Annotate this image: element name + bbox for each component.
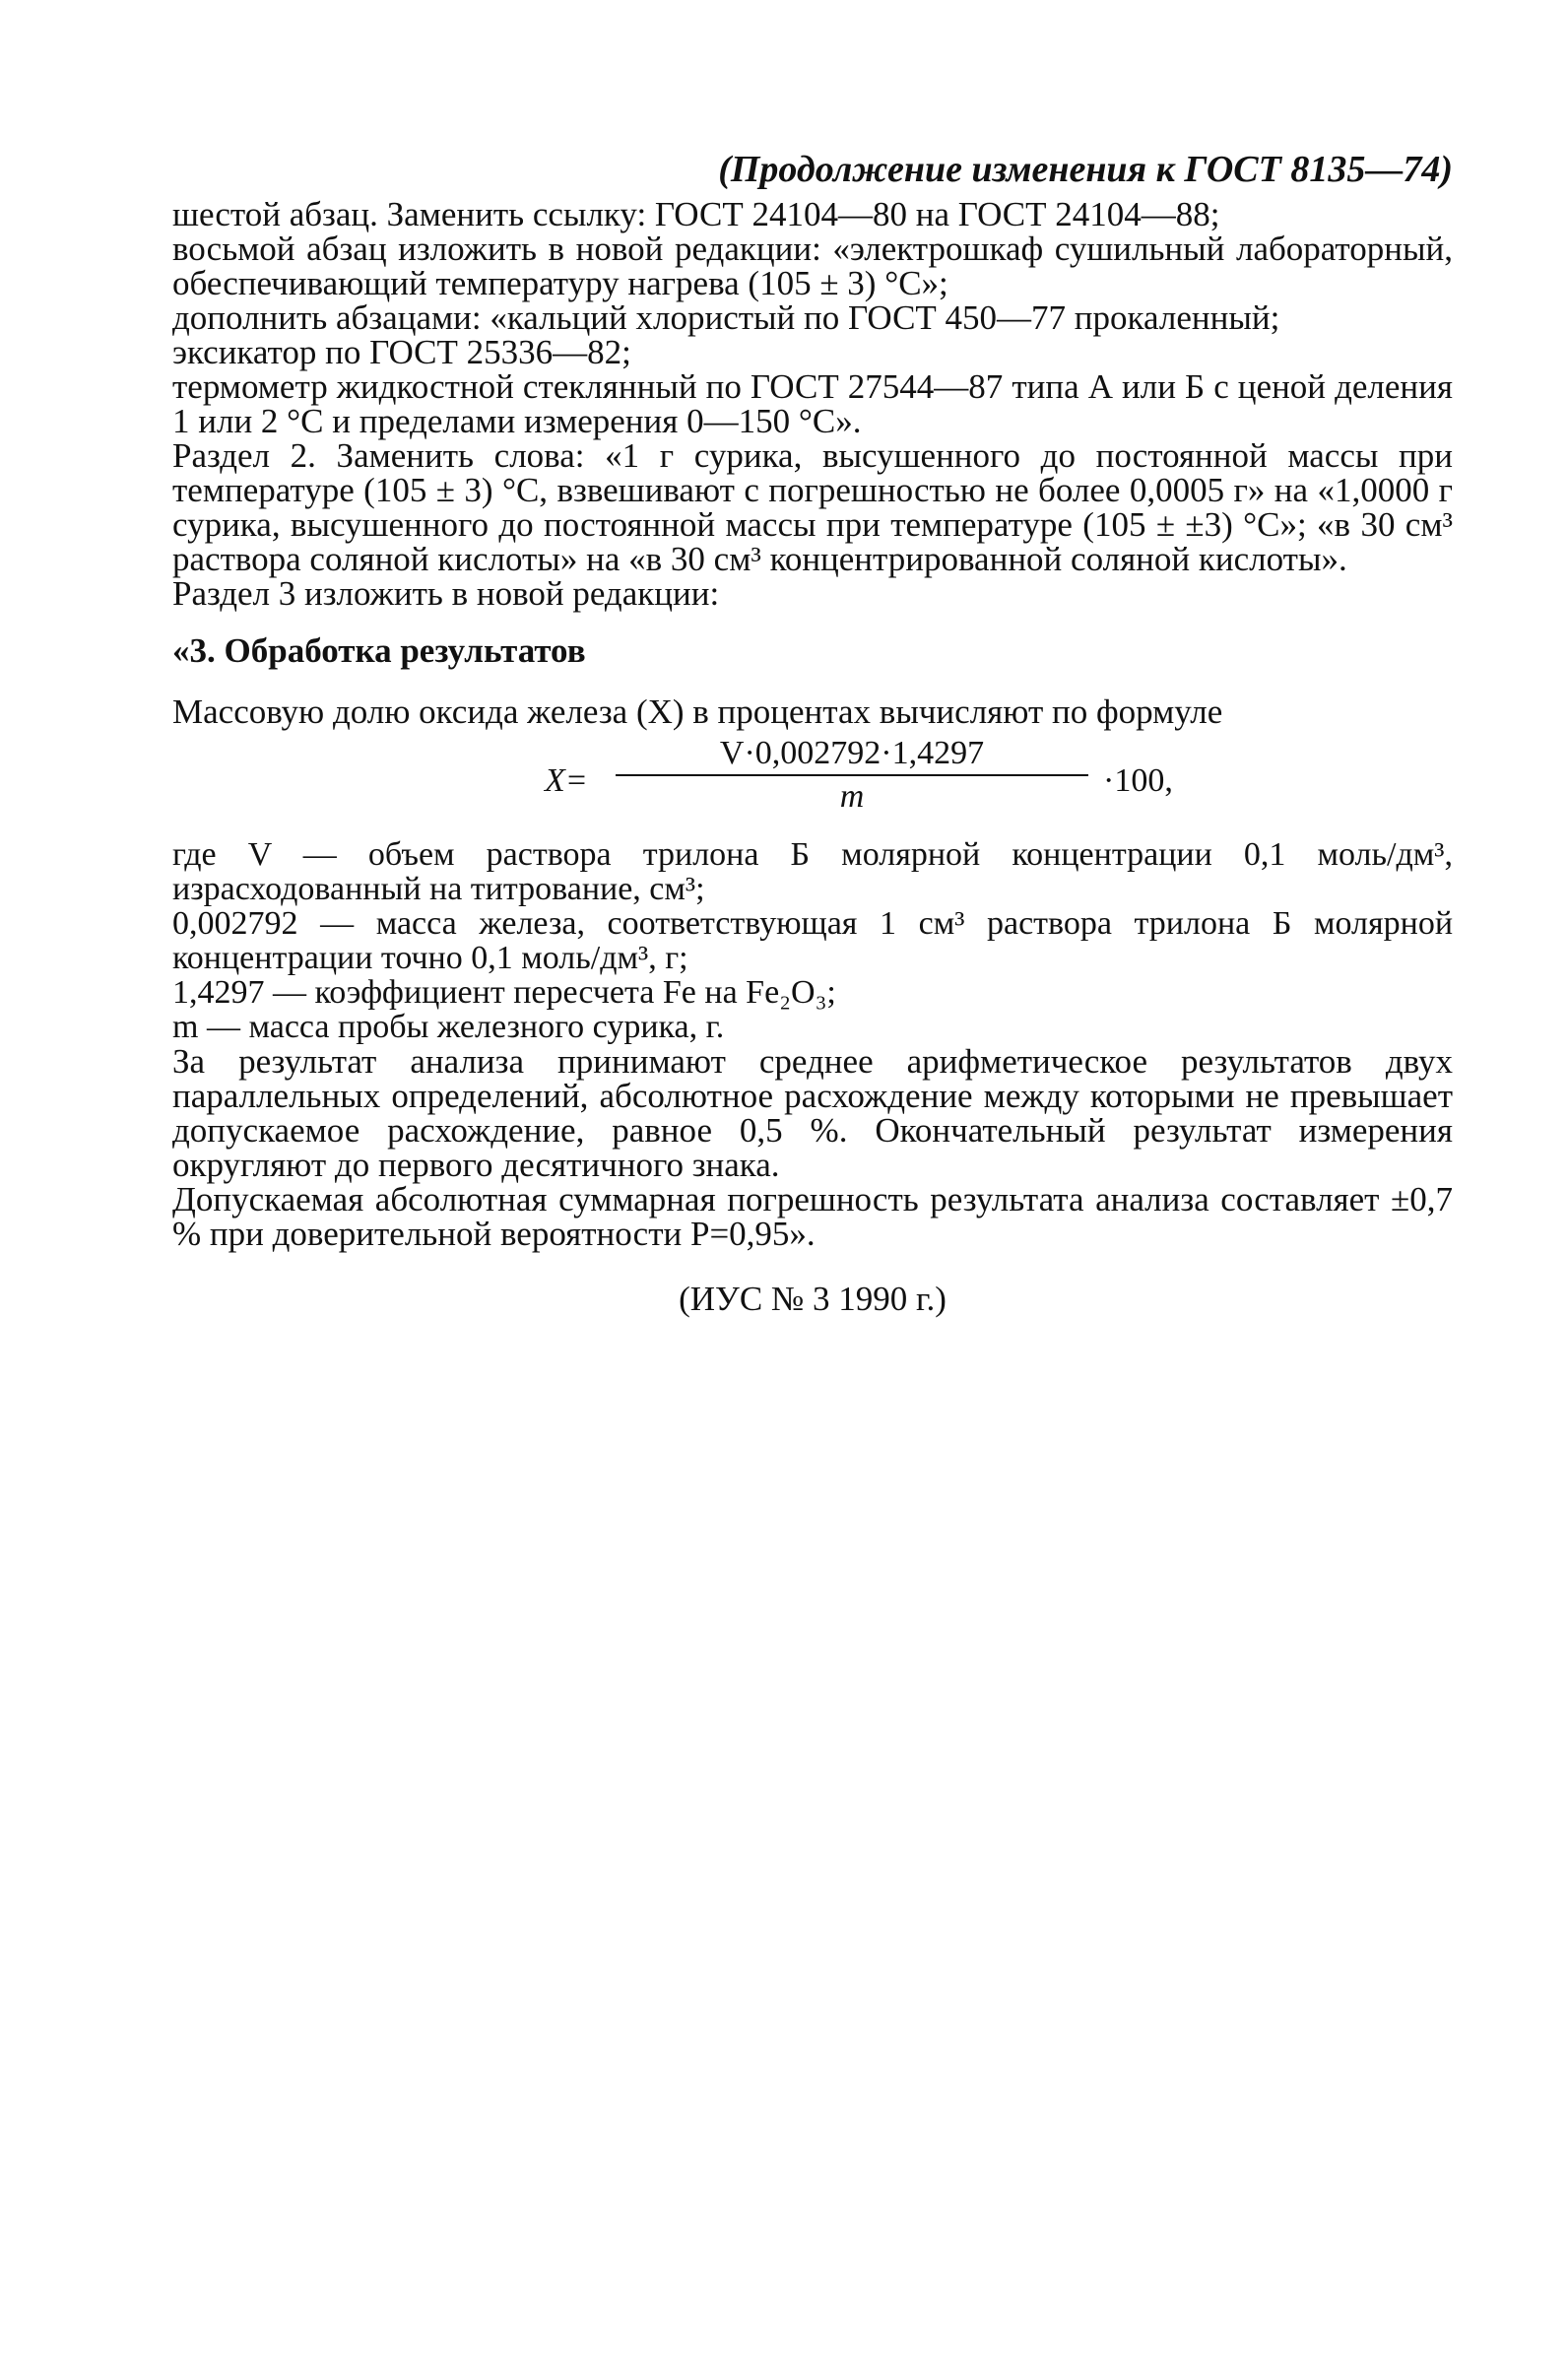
section-title: «3. Обработка результатов xyxy=(172,631,586,670)
paragraph-3: дополнить абзацами: «кальций хлористый по ГОСТ 450—77 прокаленный; xyxy=(172,298,1280,337)
formula-numerator: V·0,002792·1,4297 xyxy=(719,735,985,771)
definition-sample-mass: m — масса пробы железного сурика, г. xyxy=(172,1009,725,1045)
formula-denominator: m xyxy=(839,778,865,815)
paragraph-result: За результат анализа принимают среднее арифметическое результатов двух параллельных определений, абсолютное расхождение между которыми не превышает допускаемое расхождение, равное 0,5 %. Окончательный результат измерения округляют до первого десятичного знака. xyxy=(172,1042,1453,1184)
definition-iron-mass-term: 0,002792 — xyxy=(172,905,355,942)
paragraph-2: восьмой абзац изложить в новой редакции: «электрошкаф сушильный лабораторный, обеспечивающий температуру нагрева (105 ± 3) °С»; xyxy=(172,230,1453,302)
definition-where: где V — объем раствора трилона Б молярной концентрации 0,1 моль/дм³, израсходованный на титрование, см³; xyxy=(172,836,1453,907)
bottom-paragraphs xyxy=(172,1044,1453,1251)
definitions xyxy=(172,837,1453,1044)
formula-rhs: ·100, xyxy=(1103,762,1173,799)
formula xyxy=(172,735,1453,816)
paragraph-7: Раздел 3 изложить в новой редакции: xyxy=(172,574,720,613)
paragraph-error: Допускаемая абсолютная суммарная погрешность результата анализа составляет ±0,7 % при доверительной вероятности P=0,95». xyxy=(172,1180,1453,1253)
document-page xyxy=(172,148,1453,1320)
top-paragraphs xyxy=(172,197,1453,611)
paragraph-4: эксикатор по ГОСТ 25336—82; xyxy=(172,333,631,371)
page-header: (Продолжение изменения к ГОСТ 8135—74) xyxy=(718,149,1453,190)
paragraph-6: Раздел 2. Заменить слова: «1 г сурика, высушенного до постоянной массы при температуре (105 ± 3) °С, взвешивают с погрешностью не более 0,0005 г» на «1,0000 г сурика, высушенного до постоянной массы при температуре (105 ± ±3) °С»; «в 30 см³ раствора соляной кислоты» на «в 30 см³ концентрированной соляной кислоты». xyxy=(172,436,1453,578)
definition-iron-mass-text: масса железа, соответствующая 1 см³ раствора трилона Б молярной концентрации точно 0,1 моль/дм³, г; xyxy=(172,905,1454,976)
paragraph-1: шестой абзац. Заменить ссылку: ГОСТ 24104—80 на ГОСТ 24104—88; xyxy=(172,195,1220,233)
definition-iron-mass xyxy=(172,906,1453,975)
definition-coefficient: 1,4297 — коэффициент пересчета Fe на Fe₂O₃; xyxy=(172,974,836,1011)
paragraph-5: термометр жидкостной стеклянный по ГОСТ 27544—87 типа А или Б с ценой деления 1 или 2 °С и пределами измерения 0—150 °С». xyxy=(172,367,1453,440)
fraction-line xyxy=(616,774,1088,776)
page-footer: (ИУС № 3 1990 г.) xyxy=(679,1280,947,1318)
formula-lhs: X= xyxy=(545,762,588,799)
formula-intro: Массовую долю оксида железа (X) в процентах вычисляют по формуле xyxy=(172,692,1223,731)
